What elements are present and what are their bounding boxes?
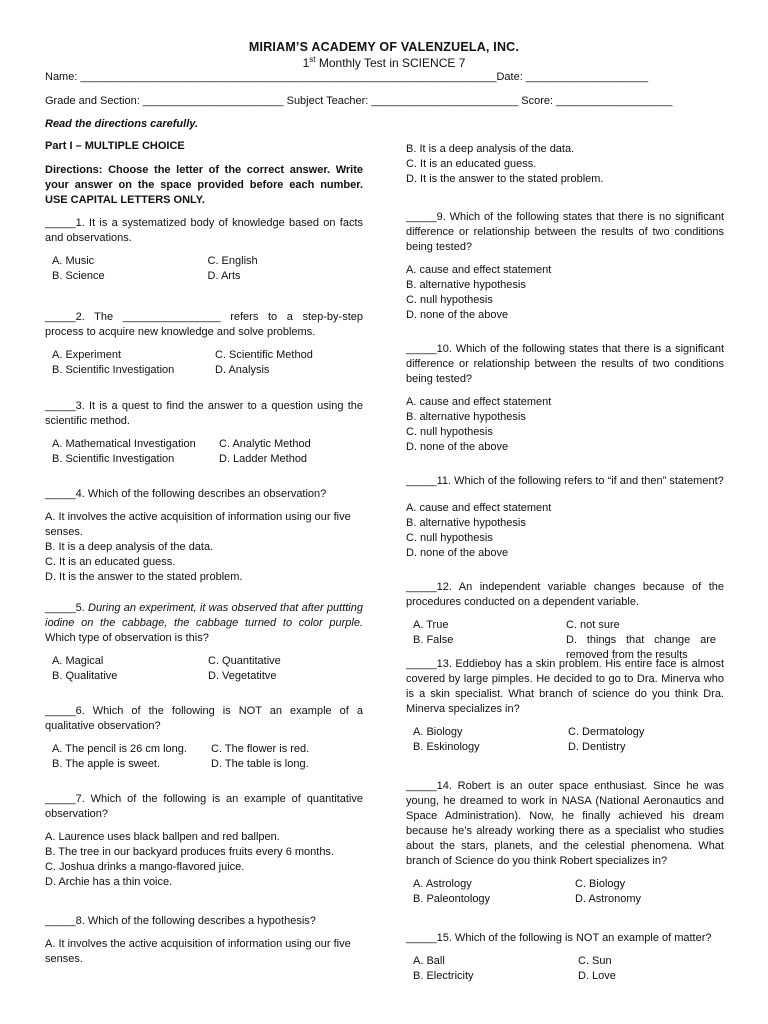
choice: C. Analytic Method [219, 438, 311, 450]
choice: D. Analysis [215, 364, 270, 376]
part-title: Part I – MULTIPLE CHOICE [45, 140, 185, 152]
choice: C. It is an educated guess. [406, 158, 537, 170]
choice: C. not sure [566, 619, 620, 631]
question-6 [45, 704, 363, 772]
question-1 [45, 216, 363, 284]
choice: C. null hypothesis [406, 294, 493, 306]
question-4 [45, 487, 363, 585]
question-italic: During an experiment, it was observed that after puttting iodine on the cabbage, the cabbage turned to color purple. [45, 602, 363, 629]
question-7 [45, 792, 363, 890]
choice: B. Qualitative [52, 670, 118, 682]
choice: D. Dentistry [568, 741, 626, 753]
test-title [0, 55, 768, 70]
choice: A. Biology [413, 726, 463, 738]
choices [52, 348, 363, 378]
question-text[interactable]: _____11. Which of the following refers to “if and then” statement? [406, 475, 724, 487]
right-column [406, 142, 724, 1004]
choice: D. Love [578, 970, 616, 982]
question-text[interactable]: _____9. Which of the following states that there is no significant difference or relationship between the results of two conditions being tested? [406, 211, 724, 253]
name-date-line[interactable]: Name: ____________________________________________________________________Date: ____________________ [45, 71, 649, 83]
question-14 [406, 779, 724, 907]
choice: B. Eskinology [413, 741, 480, 753]
question-text[interactable]: _____10. Which of the following states that there is a significant difference or relationship between the results of two conditions being tested? [406, 343, 724, 385]
choice: C. Joshua drinks a mango-flavored juice. [45, 861, 245, 873]
choice: A. cause and effect statement [406, 502, 552, 514]
choice: D. The table is long. [211, 758, 309, 770]
question-8-continued-choices [406, 142, 724, 187]
question-text[interactable]: _____14. Robert is an outer space enthusiast. Since he was young, he dreamed to work in NASA (National Aeronautics and Space Administration). Now, he finally achieved his dream because he’s already working there as a specialist who studies about the stars, planets, and the celestial phenomena. What branch of Science do you think Robert specializes in? [406, 780, 724, 867]
choice: C. Dermatology [568, 726, 645, 738]
question-text[interactable] [45, 601, 363, 646]
choices [406, 501, 724, 561]
choice: B. The apple is sweet. [52, 758, 161, 770]
choice: B. It is a deep analysis of the data. [406, 143, 575, 155]
choice: A. Music [52, 255, 95, 267]
choices [406, 263, 724, 323]
answer-blank[interactable]: _____5. [45, 602, 89, 614]
choice: B. Scientific Investigation [52, 453, 175, 465]
test-ordinal: 1 [302, 56, 310, 70]
question-text[interactable]: _____2. The ________________ refers to a step-by-step process to acquire new knowledge and solve problems. [45, 311, 363, 338]
choice: B. Electricity [413, 970, 474, 982]
choice: B. The tree in our backyard produces fruits every 6 months. [45, 846, 334, 858]
test-title-rest: Monthly Test in SCIENCE 7 [315, 56, 466, 70]
question-15 [406, 931, 724, 984]
choice: A. The pencil is 26 cm long. [52, 743, 187, 755]
question-text[interactable]: _____8. Which of the following describes a hypothesis? [45, 915, 316, 927]
question-text[interactable]: _____3. It is a quest to find the answer to a question using the scientific method. [45, 400, 363, 427]
choice: D. Ladder Method [219, 453, 308, 465]
choice: B. Science [52, 270, 105, 282]
grade-teacher-score-line[interactable]: Grade and Section: _______________________ Subject Teacher: ________________________ Score: ___________________ [45, 95, 673, 107]
choices [52, 437, 363, 467]
choice: A. Magical [52, 655, 104, 667]
choices [45, 937, 363, 967]
school-name: MIRIAM’S ACADEMY OF VALENZUELA, INC. [248, 40, 520, 54]
choice: C. Sun [578, 955, 612, 967]
choice: D. Vegetatitve [208, 670, 277, 682]
choice: D. none of the above [406, 547, 509, 559]
choice: A. Astrology [413, 878, 472, 890]
choices [413, 954, 724, 984]
choice: B. alternative hypothesis [406, 411, 526, 423]
choice: D. Archie has a thin voice. [45, 876, 173, 888]
left-column [45, 140, 363, 987]
question-text[interactable]: _____15. Which of the following is NOT an example of matter? [406, 932, 712, 944]
choices [413, 877, 724, 907]
question-10 [406, 342, 724, 455]
question-text[interactable]: _____12. An independent variable changes because of the procedures conducted on a dependent variable. [406, 581, 724, 608]
choice: C. English [207, 255, 258, 267]
question-text[interactable]: _____1. It is a systematized body of knowledge based on facts and observations. [45, 217, 363, 244]
choice: C. Quantitative [208, 655, 281, 667]
choice: B. False [413, 634, 454, 646]
choices [406, 395, 724, 455]
choices [52, 654, 363, 684]
directions: Directions: Choose the letter of the correct answer. Write your answer on the space provided before each number. USE CAPITAL LETTERS ONLY. [45, 164, 363, 206]
question-text[interactable]: _____6. Which of the following is NOT an example of a qualitative observation? [45, 705, 363, 732]
question-3 [45, 399, 363, 467]
read-directions: Read the directions carefully. [45, 118, 199, 130]
choice: B. It is a deep analysis of the data. [45, 541, 214, 553]
choice: A. Experiment [52, 349, 122, 361]
question-text[interactable]: _____4. Which of the following describes an observation? [45, 488, 327, 500]
choice: A. True [413, 619, 449, 631]
choices [45, 830, 363, 890]
question-13 [406, 657, 724, 755]
choice: A. Laurence uses black ballpen and red ballpen. [45, 831, 280, 843]
choices [45, 510, 363, 585]
choice: A. It involves the active acquisition of information using our five senses. [45, 511, 351, 538]
choice: C. null hypothesis [406, 532, 493, 544]
question-8 [45, 914, 363, 967]
choice: A. cause and effect statement [406, 396, 552, 408]
choice: B. alternative hypothesis [406, 517, 526, 529]
choice: A. Ball [413, 955, 445, 967]
question-2 [45, 310, 363, 378]
choice: A. Mathematical Investigation [52, 438, 196, 450]
choice: B. Paleontology [413, 893, 491, 905]
question-12 [406, 580, 724, 663]
question-rest: Which type of observation is this? [45, 632, 209, 644]
choice: B. alternative hypothesis [406, 279, 526, 291]
choices [52, 742, 363, 772]
choice: B. Scientific Investigation [52, 364, 175, 376]
choice: D. things that change are removed from the results [566, 634, 716, 661]
choice: A. cause and effect statement [406, 264, 552, 276]
choice: D. It is the answer to the stated problem. [406, 173, 604, 185]
choices [52, 254, 363, 284]
choice: D. Arts [207, 270, 241, 282]
choice: D. none of the above [406, 441, 509, 453]
question-text[interactable]: _____7. Which of the following is an example of quantitative observation? [45, 793, 363, 820]
question-5 [45, 601, 363, 684]
choice: D. none of the above [406, 309, 509, 321]
choice: C. It is an educated guess. [45, 556, 176, 568]
choice: A. It involves the active acquisition of information using our five senses. [45, 938, 351, 965]
choices [413, 725, 724, 755]
choice: D. It is the answer to the stated problem. [45, 571, 243, 583]
question-9 [406, 210, 724, 323]
question-text[interactable]: _____13. Eddieboy has a skin problem. His entire face is almost covered by large pimples. He decided to go to Dra. Minerva who is a skin specialist. What branch of science do you think Dra. Minerva specializes in? [406, 658, 724, 715]
test-ordinal-suffix: st [309, 55, 316, 64]
choice: C. The flower is red. [211, 743, 310, 755]
question-11 [406, 474, 724, 561]
choice: D. Astronomy [575, 893, 642, 905]
choice: C. Scientific Method [215, 349, 313, 361]
choice: C. Biology [575, 878, 626, 890]
choice: C. null hypothesis [406, 426, 493, 438]
